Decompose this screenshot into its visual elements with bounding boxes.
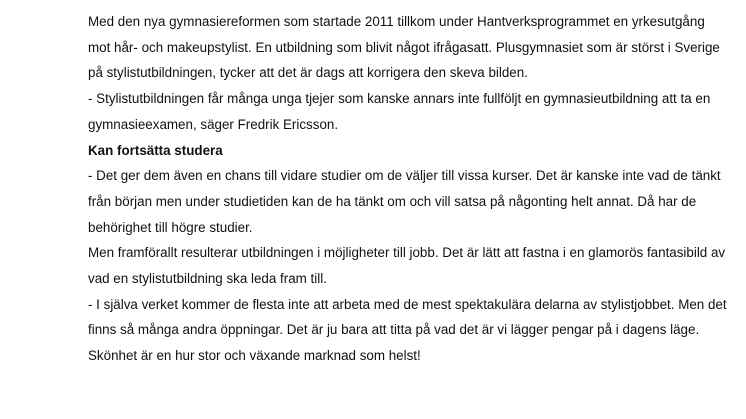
- paragraph-stylist-job: - I själva verket kommer de flesta inte att arbeta med de mest spektakulära delarna av stylistjobbet. Men det finns så många andra öppningar. Det är ju bara att titta på vad det är vi lägger pengar på i dagens läge. Skönhet är en hur stor och växande marknad som helst!: [88, 296, 727, 364]
- paragraph-further-studies: - Det ger dem även en chans till vidare studier om de väljer till vissa kurser. Det är kanske inte vad de tänkt från början men under studietiden kan de ha tänkt om och vill satsa på någonting helt annat. Då har de behörighet till högre studier.: [88, 168, 721, 235]
- subheading: Kan fortsätta studera: [88, 142, 223, 158]
- paragraph-quote-ericsson: - Stylistutbildningen får många unga tjejer som kanske annars inte fullföljt en gymnasieutbildning att ta en gymnasieexamen, säger Fredrik Ericsson.: [88, 91, 711, 132]
- article-body: [88, 9, 728, 369]
- paragraph-jobs: Men framförallt resulterar utbildningen i möjligheter till jobb. Det är lätt att fastna i en glamorös fantasibild av vad en stylistutbildning ska leda fram till.: [88, 245, 726, 287]
- paragraph-intro: Med den nya gymnasiereformen som startade 2011 tillkom under Hantverksprogrammet en yrkesutgång mot hår- och makeupstylist. En utbildning som blivit något ifrågasatt. Plusgymnasiet som är störst i Sverige på stylistutbildningen, tycker att det är dags att korrigera den skeva bilden.: [88, 14, 720, 81]
